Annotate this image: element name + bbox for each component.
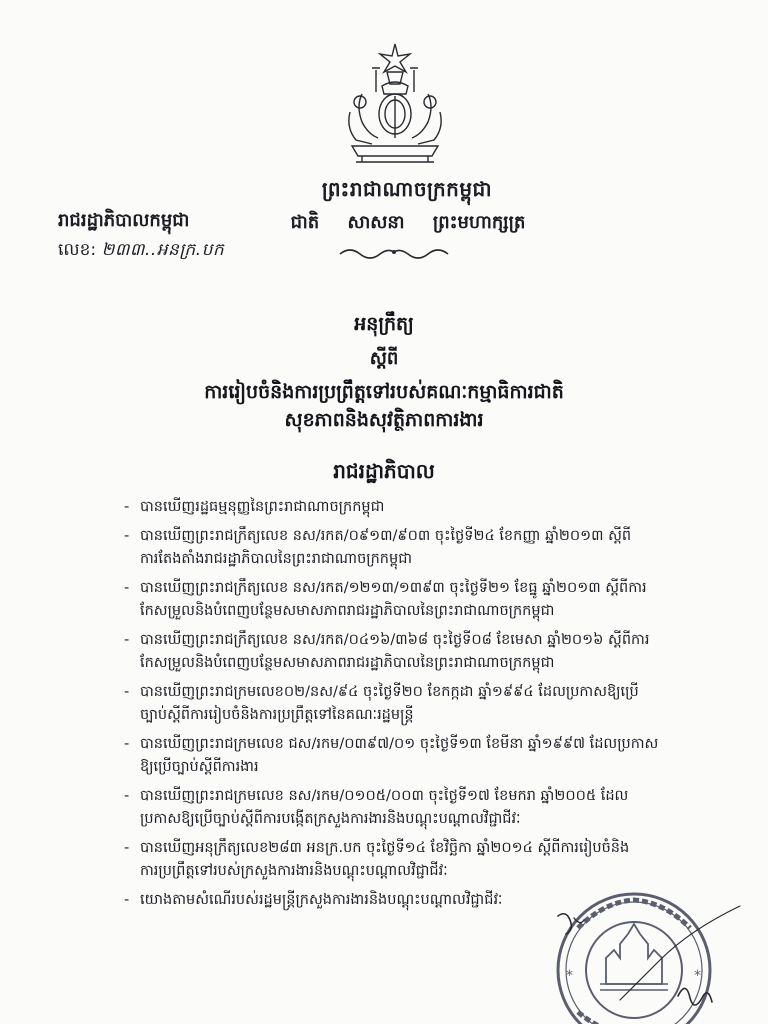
reference-line: បានឃើញព្រះរាជក្រមលេខ ជស/រកម/០៣៩៧/០១ ចុះថ្ងៃទី១៣ ខែមីនា ឆ្នាំ១៩៩៧ ដែលប្រកាស: [140, 736, 659, 752]
reference-line: បានឃើញព្រះរាជក្រឹត្យលេខ នស/រកត/០៤១៦/៣៦៨ ចុះថ្ងៃទី០៨ ខែមេសា ឆ្នាំ២០១៦ ស្តីពីការ: [140, 632, 650, 648]
handwritten-signature: [540, 900, 768, 1024]
bullet-dash: -: [124, 499, 130, 515]
reference-item: [124, 496, 728, 519]
government-heading: រាជរដ្ឋាភិបាល: [333, 459, 435, 483]
motto-king: ព្រះមហាក្សត្រ: [432, 212, 526, 233]
national-motto: [278, 210, 538, 237]
royal-coat-of-arms-emblem: [332, 42, 458, 170]
reference-line: កែសម្រួលនិងបំពេញបន្ថែមសមាសភាពរាជរដ្ឋាភិបាលនៃព្រះរាជាណាចក្រកម្ពុជា: [140, 655, 555, 671]
reference-item: [124, 785, 728, 831]
reference-line: បានឃើញព្រះរាជក្រមលេខ នស/រកម/០១០៥/០០៣ ចុះថ្ងៃទី១៧ ខែមករា ឆ្នាំ២០០៥ ដែល: [140, 788, 629, 804]
bullet-dash: -: [124, 788, 130, 804]
kingdom-name: ព្រះរាជាណាចក្រកម្ពុជា: [321, 177, 493, 201]
reference-line: បានឃើញព្រះរាជក្រឹត្យលេខ នស/រកត/០៩១៣/៩០៣ ចុះថ្ងៃទី២៤ ខែកញ្ញា ឆ្នាំ២០១៣ ស្តីពី: [140, 528, 632, 544]
document-type-title: អនុក្រឹត្យ: [354, 313, 414, 335]
reference-line: ប្រកាសឱ្យប្រើច្បាប់ស្តីពីការបង្កើតក្រសួងការងារនិងបណ្តុះបណ្តាលវិជ្ជាជីវៈ: [140, 811, 521, 827]
bullet-dash: -: [124, 580, 130, 596]
reference-line: យោងតាមសំណើរបស់រដ្ឋមន្ត្រីក្រសួងការងារនិងបណ្តុះបណ្តាលវិជ្ជាជីវៈ: [140, 892, 503, 908]
reference-line: ការតែងតាំងរាជរដ្ឋាភិបាលនៃព្រះរាជាណាចក្រកម្ពុជា: [140, 551, 413, 567]
reference-line: ច្បាប់ស្តីពីការរៀបចំនិងការប្រព្រឹត្តទៅនៃគណៈរដ្ឋមន្ត្រី: [140, 707, 414, 723]
reference-line: ការប្រព្រឹត្តទៅរបស់ក្រសួងការងារនិងបណ្តុះបណ្តាលវិជ្ជាជីវៈ: [140, 863, 448, 879]
reference-item: [124, 629, 728, 675]
reference-line: កែសម្រួលនិងបំពេញបន្ថែមសមាសភាពរាជរដ្ឋាភិបាលនៃព្រះរាជាណាចក្រកម្ពុជា: [140, 603, 555, 619]
bullet-dash: -: [124, 736, 130, 752]
reference-item: [124, 837, 728, 883]
bullet-dash: -: [124, 632, 130, 648]
reference-item: [124, 681, 728, 727]
svg-text:*: *: [694, 968, 701, 984]
bullet-dash: -: [124, 684, 130, 700]
subject-line-1: ការរៀបចំនិងការប្រព្រឹត្តទៅរបស់គណៈកម្មាធិការជាតិ: [204, 381, 564, 403]
svg-text:*: *: [566, 968, 573, 984]
reference-line: បានឃើញអនុក្រឹត្យលេខ២៨៣ អនក្រ.បក ចុះថ្ងៃទី១៤ ខែវិច្ឆិកា ឆ្នាំ២០១៤ ស្តីពីការរៀបចំនិង: [140, 840, 630, 856]
reference-item: [124, 577, 728, 623]
bullet-dash: -: [124, 892, 130, 908]
issuing-body: រាជរដ្ឋាភិបាលកម្ពុជា: [58, 210, 190, 231]
document-number-line: [58, 239, 224, 264]
motto-divider-ornament: [336, 240, 452, 264]
reference-line: បានឃើញរដ្ឋធម្មនុញ្ញនៃព្រះរាជាណាចក្រកម្ពុជា: [140, 499, 385, 515]
reference-line: ឱ្យប្រើច្បាប់ស្តីពីការងារ: [140, 759, 259, 775]
motto-nation: ជាតិ: [290, 212, 320, 233]
about-label: ស្តីពី: [369, 348, 399, 369]
subject-line-2: សុខភាពនិងសុវត្ថិភាពការងារ: [284, 409, 484, 431]
legal-references-list: [124, 496, 728, 918]
motto-religion: សាសនា: [347, 212, 405, 233]
reference-item: [124, 525, 728, 571]
reference-item: [124, 733, 728, 779]
document-number-value: ២៣៣..អនក្រ.បក: [101, 240, 225, 260]
document-number-label: លេខ:: [58, 240, 97, 260]
bullet-dash: -: [124, 528, 130, 544]
reference-line: បានឃើញព្រះរាជក្រឹត្យលេខ នស/រកត/១២១៣/១៣៩៣ ចុះថ្ងៃទី២១ ខែធ្នូ ឆ្នាំ២០១៣ ស្តីពីការ: [140, 580, 647, 596]
bullet-dash: -: [124, 840, 130, 856]
reference-line: បានឃើញព្រះរាជក្រមលេខ០២/នស/៩៤ ចុះថ្ងៃទី២០ ខែកក្កដា ឆ្នាំ១៩៩៤ ដែលប្រកាសឱ្យប្រើ: [140, 684, 639, 700]
